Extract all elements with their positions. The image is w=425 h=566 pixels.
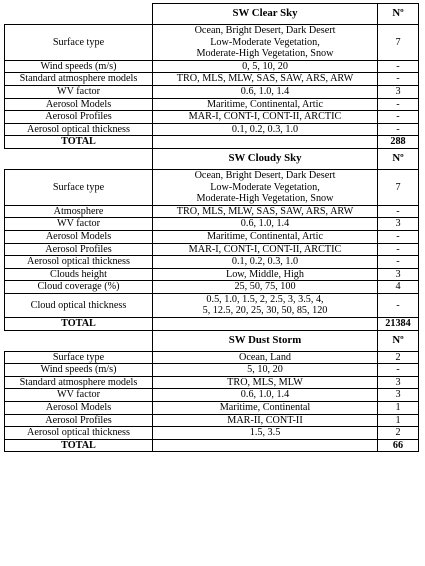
count-column-header: Nº	[378, 148, 419, 169]
total-empty-cell	[153, 439, 378, 452]
table-row	[5, 205, 419, 218]
parameter-count: 2	[378, 351, 419, 364]
parameter-count: 3	[378, 376, 419, 389]
value-line: 0.6, 1.0, 1.4	[240, 85, 290, 97]
parameter-values	[153, 364, 378, 377]
parameter-count: 7	[378, 169, 419, 205]
value-line: Low, Middle, High	[225, 268, 304, 280]
parameter-label: Aerosol optical thickness	[5, 123, 153, 136]
parameter-values	[153, 293, 378, 317]
parameter-count: -	[378, 60, 419, 73]
parameter-values	[153, 111, 378, 124]
count-column-header: Nº	[378, 330, 419, 351]
parameter-label: Standard atmosphere models	[5, 73, 153, 86]
parameter-count: 1	[378, 414, 419, 427]
parameter-label: Standard atmosphere models	[5, 376, 153, 389]
parameter-values	[153, 268, 378, 281]
table-row	[5, 111, 419, 124]
value-line: Moderate-High Vegetation, Snow	[196, 193, 334, 205]
parameter-values	[153, 243, 378, 256]
parameter-values	[153, 205, 378, 218]
parameter-count: -	[378, 73, 419, 86]
parameter-count: 3	[378, 218, 419, 231]
parameter-values	[153, 123, 378, 136]
parameter-values	[153, 256, 378, 269]
parameter-label: WV factor	[5, 218, 153, 231]
parameter-label: Aerosol Models	[5, 402, 153, 415]
value-line: Maritime, Continental	[219, 402, 311, 414]
table-row	[5, 364, 419, 377]
table-row	[5, 230, 419, 243]
parameter-count: -	[378, 205, 419, 218]
total-value: 21384	[378, 318, 419, 331]
value-line: TRO, MLS, MLW, SAS, SAW, ARS, ARW	[176, 205, 354, 217]
parameter-values	[153, 25, 378, 61]
parameter-label: Aerosol Models	[5, 230, 153, 243]
table-row	[5, 414, 419, 427]
parameter-count: 1	[378, 402, 419, 415]
value-line: 0.1, 0.2, 0.3, 1.0	[231, 256, 299, 268]
parameter-values	[153, 98, 378, 111]
parameter-label: Wind speeds (m/s)	[5, 60, 153, 73]
header-blank-cell	[5, 330, 153, 351]
parameters-table	[4, 3, 419, 452]
value-line: Moderate-High Vegetation, Snow	[196, 48, 334, 60]
parameter-count: -	[378, 256, 419, 269]
parameter-count: 2	[378, 427, 419, 440]
parameter-label: Surface type	[5, 351, 153, 364]
table-row	[5, 376, 419, 389]
header-blank-cell	[5, 4, 153, 25]
parameter-count: -	[378, 111, 419, 124]
parameter-count: 3	[378, 389, 419, 402]
value-line: 0.6, 1.0, 1.4	[240, 218, 290, 230]
parameters-table-body	[5, 4, 419, 452]
parameter-values	[153, 427, 378, 440]
table-row	[5, 25, 419, 61]
value-line: 5, 12.5, 20, 25, 30, 50, 85, 120	[202, 305, 328, 317]
parameter-count: -	[378, 98, 419, 111]
total-row	[5, 136, 419, 149]
total-label: TOTAL	[5, 439, 153, 452]
table-row	[5, 243, 419, 256]
section-header-row	[5, 4, 419, 25]
value-line: 1.5, 3.5	[249, 427, 281, 439]
parameter-label: Surface type	[5, 25, 153, 61]
parameter-count: -	[378, 364, 419, 377]
value-line: Low-Moderate Vegetation,	[210, 36, 320, 48]
parameter-values	[153, 402, 378, 415]
section-title: SW Dust Storm	[153, 330, 378, 351]
parameter-label: Aerosol Profiles	[5, 111, 153, 124]
value-line: Ocean, Land	[238, 351, 292, 363]
table-row	[5, 351, 419, 364]
table-row	[5, 218, 419, 231]
parameter-label: Aerosol Models	[5, 98, 153, 111]
value-line: 0.6, 1.0, 1.4	[240, 389, 290, 401]
value-line: 25, 50, 75, 100	[234, 281, 296, 293]
parameter-values	[153, 60, 378, 73]
parameter-count: -	[378, 243, 419, 256]
value-line: Low-Moderate Vegetation,	[210, 181, 320, 193]
parameter-values	[153, 85, 378, 98]
table-row	[5, 293, 419, 317]
parameter-label: Aerosol optical thickness	[5, 427, 153, 440]
parameter-values	[153, 218, 378, 231]
table-row	[5, 98, 419, 111]
parameter-label: WV factor	[5, 85, 153, 98]
value-line: Maritime, Continental, Artic	[206, 98, 323, 110]
table-row	[5, 389, 419, 402]
section-title: SW Clear Sky	[153, 4, 378, 25]
total-value: 288	[378, 136, 419, 149]
parameter-label: Surface type	[5, 169, 153, 205]
parameter-count: -	[378, 293, 419, 317]
parameter-label: Aerosol Profiles	[5, 414, 153, 427]
table-row	[5, 268, 419, 281]
section-title: SW Cloudy Sky	[153, 148, 378, 169]
value-line: 0.5, 1.0, 1.5, 2, 2.5, 3, 3.5, 4,	[206, 293, 324, 305]
table-row	[5, 85, 419, 98]
parameter-values	[153, 376, 378, 389]
parameter-values	[153, 230, 378, 243]
parameter-label: Atmosphere	[5, 205, 153, 218]
table-row	[5, 256, 419, 269]
parameter-count: -	[378, 123, 419, 136]
parameter-count: 3	[378, 268, 419, 281]
parameter-label: WV factor	[5, 389, 153, 402]
total-empty-cell	[153, 136, 378, 149]
table-row	[5, 60, 419, 73]
parameter-label: Clouds height	[5, 268, 153, 281]
section-header-row	[5, 148, 419, 169]
table-row	[5, 73, 419, 86]
header-blank-cell	[5, 148, 153, 169]
parameter-values	[153, 389, 378, 402]
value-line: MAR-I, CONT-I, CONT-II, ARCTIC	[188, 243, 342, 255]
parameter-values	[153, 414, 378, 427]
value-line: 5, 10, 20	[247, 364, 283, 376]
value-line: Ocean, Bright Desert, Dark Desert	[194, 169, 336, 181]
total-label: TOTAL	[5, 318, 153, 331]
table-row	[5, 281, 419, 294]
value-line: Ocean, Bright Desert, Dark Desert	[194, 25, 336, 36]
parameter-values	[153, 281, 378, 294]
parameter-values	[153, 73, 378, 86]
total-empty-cell	[153, 318, 378, 331]
table-row	[5, 169, 419, 205]
total-row	[5, 318, 419, 331]
count-column-header: Nº	[378, 4, 419, 25]
value-line: MAR-II, CONT-II	[227, 414, 303, 426]
parameter-count: 7	[378, 25, 419, 61]
parameter-label: Aerosol optical thickness	[5, 256, 153, 269]
parameter-count: 4	[378, 281, 419, 294]
parameter-label: Cloud optical thickness	[5, 293, 153, 317]
value-line: 0, 5, 10, 20	[242, 60, 288, 72]
total-label: TOTAL	[5, 136, 153, 149]
section-header-row	[5, 330, 419, 351]
parameter-count: -	[378, 230, 419, 243]
parameter-label: Cloud coverage (%)	[5, 281, 153, 294]
total-value: 66	[378, 439, 419, 452]
value-line: MAR-I, CONT-I, CONT-II, ARCTIC	[188, 111, 342, 123]
table-row	[5, 123, 419, 136]
parameter-label: Aerosol Profiles	[5, 243, 153, 256]
value-line: 0.1, 0.2, 0.3, 1.0	[231, 123, 299, 135]
table-row	[5, 427, 419, 440]
parameter-values	[153, 351, 378, 364]
value-line: Maritime, Continental, Artic	[206, 230, 323, 242]
total-row	[5, 439, 419, 452]
value-line: TRO, MLS, MLW, SAS, SAW, ARS, ARW	[176, 73, 354, 85]
table-row	[5, 402, 419, 415]
parameter-values	[153, 169, 378, 205]
parameter-label: Wind speeds (m/s)	[5, 364, 153, 377]
value-line: TRO, MLS, MLW	[227, 376, 303, 388]
parameter-count: 3	[378, 85, 419, 98]
